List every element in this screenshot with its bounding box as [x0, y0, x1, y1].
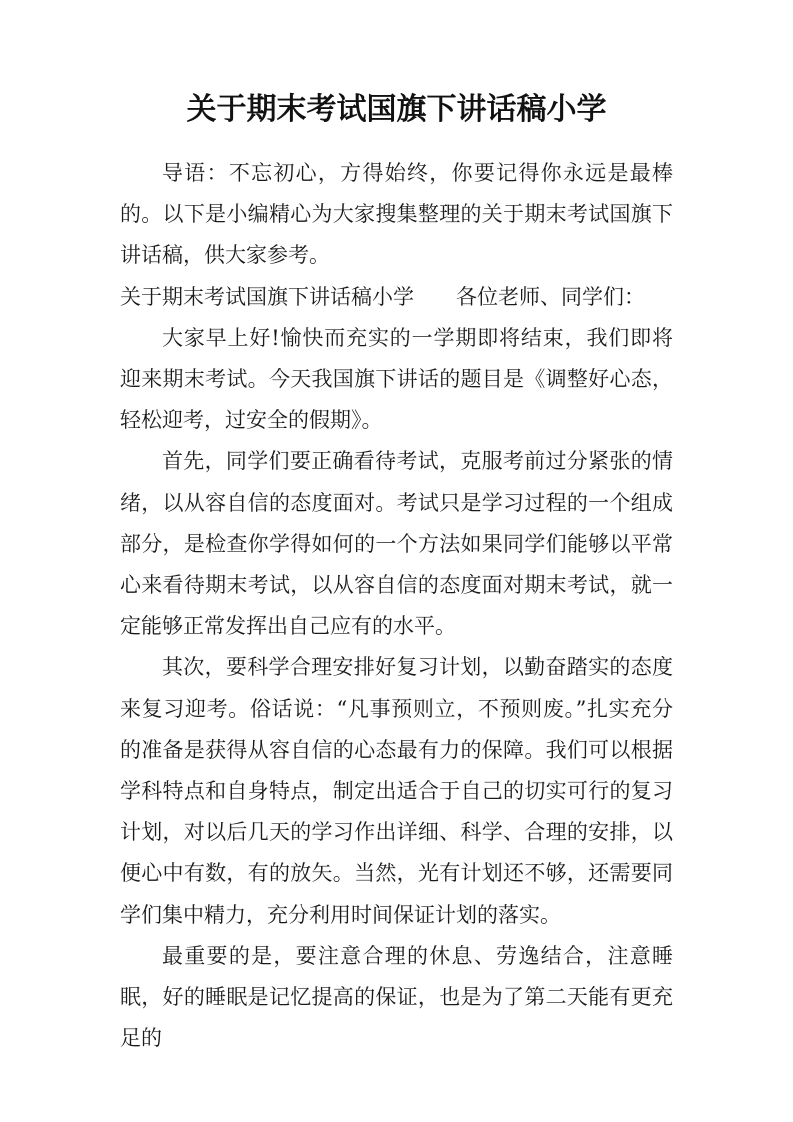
intro-paragraph: 导语：不忘初心，方得始终，你要记得你永远是最棒的。以下是小编精心为大家搜集整理的关于期末考试国旗下讲话稿，供大家参考。 [120, 161, 673, 268]
body-paragraph-first-point: 首先，同学们要正确看待考试，克服考前过分紧张的情绪，以从容自信的态度面对。考试只是学习过程的一个组成部分，是检查你学得如何的一个方法如果同学们能够以平常心来看待期末考试，以从容自信的态度面对期末考试，就一定能够正常发挥出自己应有的水平。 [120, 449, 673, 639]
body-paragraph-third-point: 最重要的是，要注意合理的休息、劳逸结合，注意睡眠，好的睡眠是记忆提高的保证，也是为了第二天能有更充足的 [120, 943, 673, 1051]
body-paragraph-second-point: 其次，要科学合理安排好复习计划，以勤奋踏实的态度来复习迎考。俗话说：“凡事预则立，不预则废。”扎实充分的准备是获得从容自信的心态最有力的保障。我们可以根据学科特点和自身特点，制定出适合于自己的切实可行的复习计划，对以后几天的学习作出详细、科学、合理的安排，以便心中有数，有的放矢。当然，光有计划还不够，还需要同学们集中精力，充分利用时间保证计划的落实。 [120, 655, 673, 927]
document-body [120, 153, 673, 1059]
speech-subheading: 关于期末考试国旗下讲话稿小学 各位老师、同学们： [120, 284, 645, 309]
document-title: 关于期末考试国旗下讲话稿小学 [186, 92, 607, 127]
greeting-paragraph: 大家早上好!愉快而充实的一学期即将结束，我们即将迎来期末考试。今天我国旗下讲话的题目是《调整好心态，轻松迎考，过安全的假期》。 [120, 325, 673, 433]
